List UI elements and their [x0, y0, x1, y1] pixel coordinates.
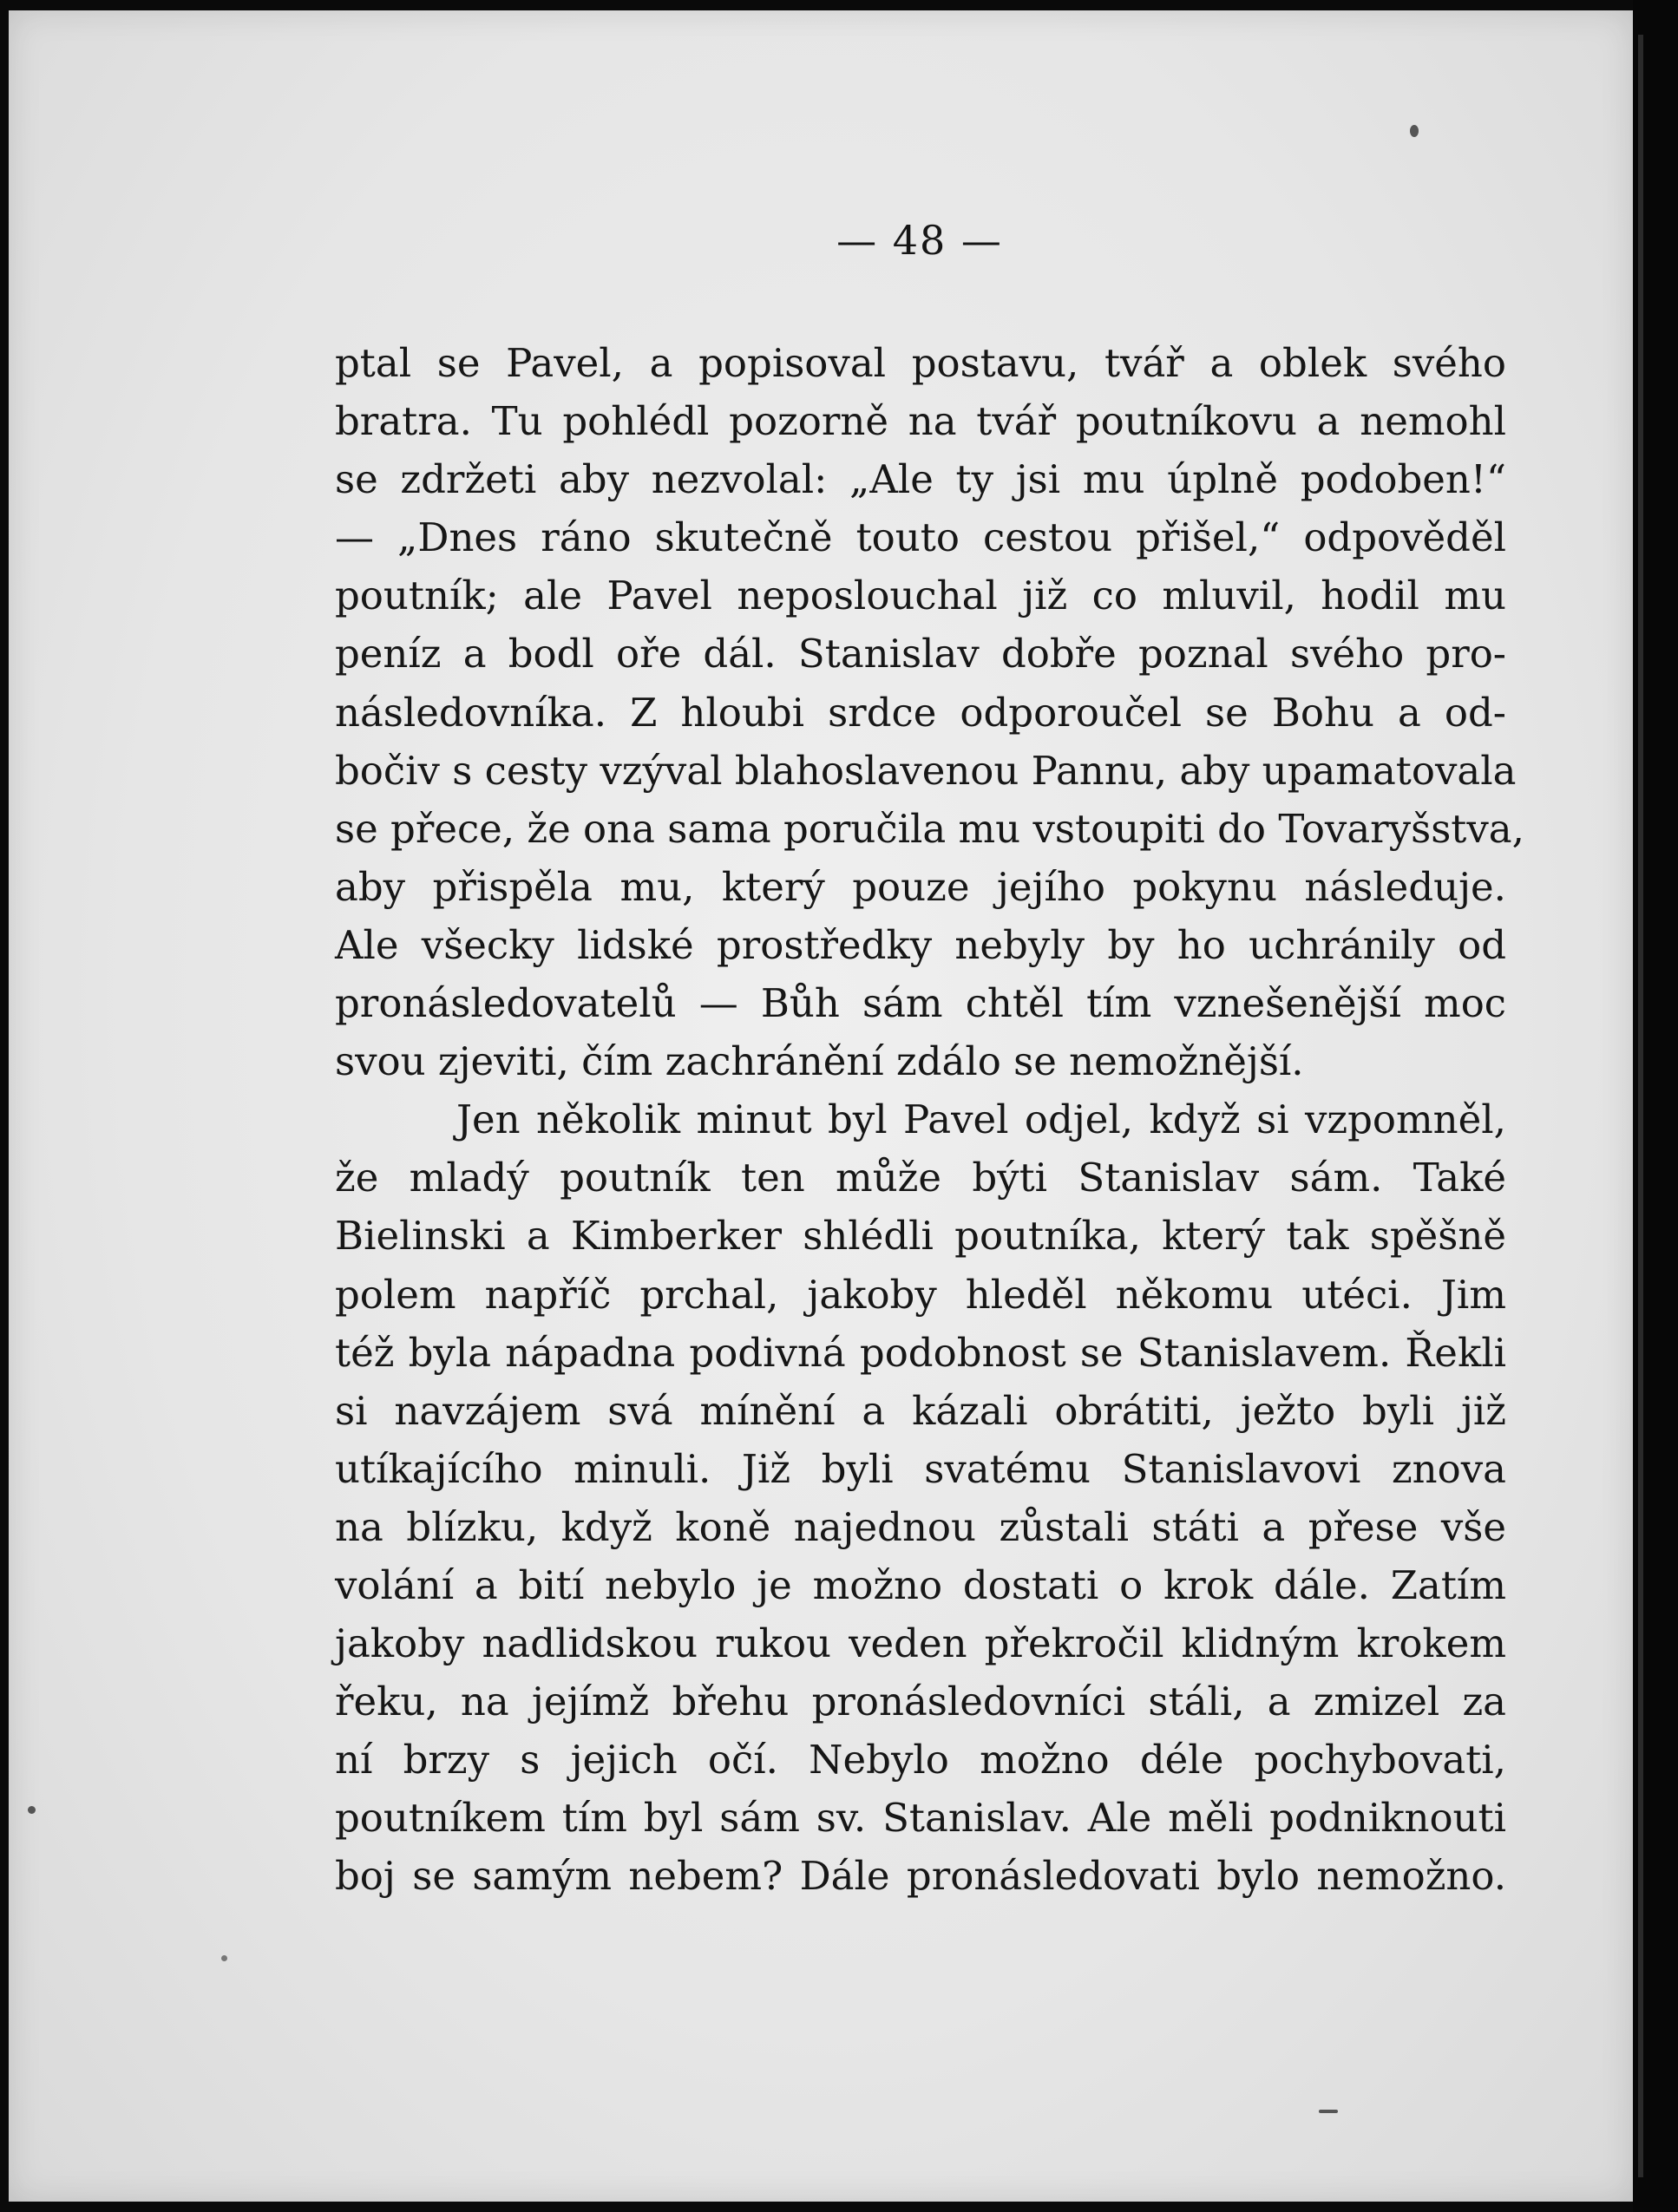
text-line: ptal se Pavel, a popisoval postavu, tvář a oblek svého	[335, 340, 1506, 386]
text-line: se přece, že ona sama poručila mu vstoupiti do Tovaryšstva,	[335, 805, 1524, 852]
text-line: Ale všecky lidské prostředky nebyly by ho uchránily od	[335, 921, 1506, 968]
text-line: pronásledovatelů — Bůh sám chtěl tím vznešenější moc	[335, 980, 1506, 1027]
text-line: bočiv s cesty vzýval blahoslavenou Pannu, aby upamatovala	[335, 747, 1517, 794]
text-line: ní brzy s jejich očí. Nebylo možno déle pochybovati,	[335, 1737, 1506, 1783]
text-line: polem napříč prchal, jakoby hleděl někomu utéci. Jim	[335, 1271, 1506, 1318]
text-line: jakoby nadlidskou rukou veden překročil klidným krokem	[335, 1620, 1506, 1667]
ink-speck	[221, 1955, 227, 1961]
text-line: že mladý poutník ten může býti Stanislav sám. Také	[335, 1155, 1506, 1201]
text-line: na blízku, když koně najednou zůstali státi a přese vše	[335, 1503, 1506, 1550]
text-line: utíkajícího minuli. Již byli svatému Stanislavovi znova	[335, 1445, 1506, 1492]
text-line: poutník; ale Pavel neposlouchal již co mluvil, hodil mu	[335, 573, 1506, 619]
text-line: bratra. Tu pohlédl pozorně na tvář poutníkovu a nemohl	[335, 398, 1506, 445]
body-text	[335, 334, 1524, 1906]
ink-speck	[1319, 2110, 1338, 2113]
page-edge-shadow	[1638, 35, 1643, 2177]
ink-speck	[1410, 125, 1419, 137]
text-line: Bielinski a Kimberker shlédli poutníka, který tak spěšně	[335, 1213, 1506, 1260]
text-line: volání a bití nebylo je možno dostati o krok dále. Zatím	[335, 1561, 1506, 1608]
text-line: aby přispěla mu, který pouze jejího pokynu následuje.	[335, 863, 1506, 910]
text-line: se zdržeti aby nezvolal: „Ale ty jsi mu úplně podoben!“	[335, 456, 1506, 503]
text-line: poutníkem tím byl sám sv. Stanislav. Ale měli podniknouti	[335, 1795, 1506, 1842]
text-line: boj se samým nebem? Dále pronásledovati bylo nemožno.	[335, 1853, 1506, 1900]
text-line: — „Dnes ráno skutečně touto cestou přišel,“ odpověděl	[335, 514, 1506, 561]
text-line-paragraph-end: svou zjeviti, čím zachránění zdálo se nemožnější.	[335, 1038, 1304, 1085]
text-line: následovníka. Z hloubi srdce odporoučel se Bohu a od-	[335, 689, 1506, 736]
text-line: řeku, na jejímž břehu pronásledovníci stáli, a zmizel za	[335, 1679, 1506, 1725]
text-line-paragraph-start: Jen několik minut byl Pavel odjel, když si vzpomněl,	[456, 1096, 1506, 1143]
text-line: peníz a bodl oře dál. Stanislav dobře poznal svého pro-	[335, 631, 1506, 677]
page-number: — 48 —	[836, 217, 1003, 264]
ink-speck	[28, 1806, 36, 1814]
text-line: si navzájem svá mínění a kázali obrátiti, ježto byli již	[335, 1387, 1506, 1434]
text-line: též byla nápadna podivná podobnost se Stanislavem. Řekli	[335, 1329, 1506, 1376]
